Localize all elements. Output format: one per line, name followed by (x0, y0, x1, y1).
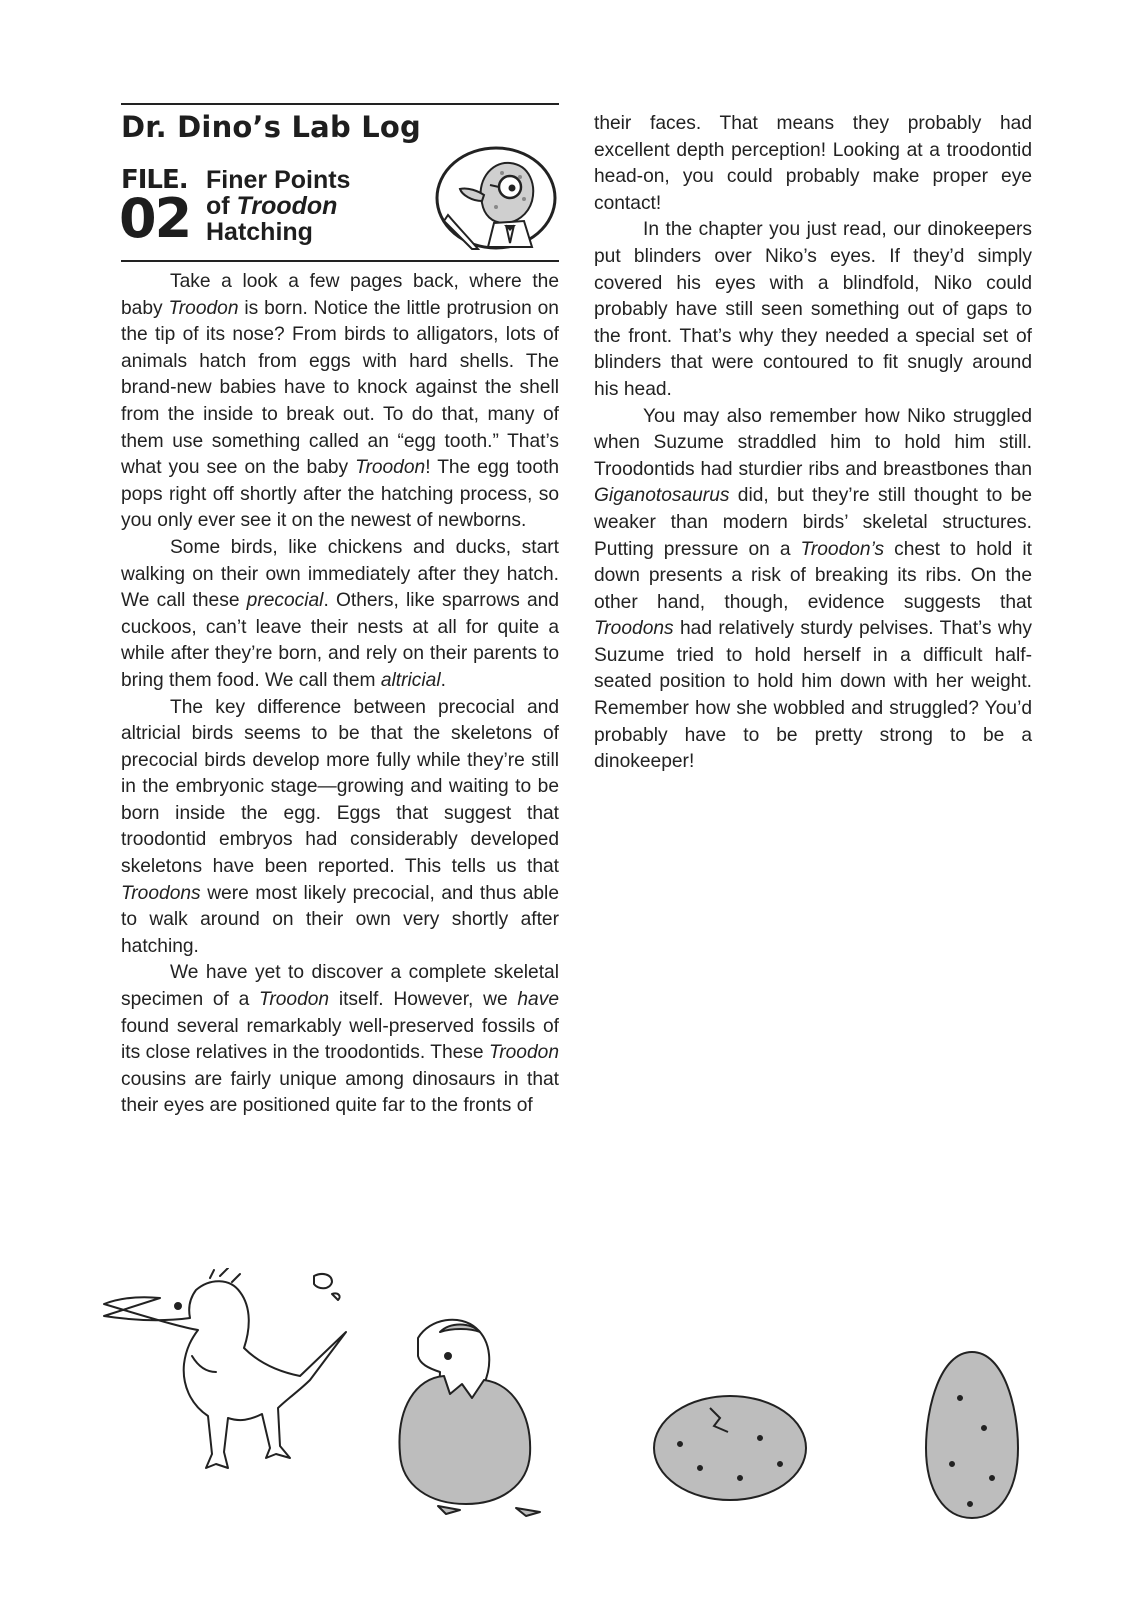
text-span: Take a look a few pages back, where the baby (121, 271, 559, 319)
italic-span: altricial (380, 669, 441, 691)
dr-dino-avatar-icon (432, 143, 560, 255)
file-title (206, 167, 350, 245)
file-title-line2 (206, 193, 350, 219)
paragraph-key-difference (121, 695, 559, 961)
troodon-juvenile-illustration (104, 1268, 346, 1468)
paragraph-blinders: In the chapter you just read, our dinokeepers put blinders over Niko’s eyes. If they’d simply covered his eyes with a blindfold, Niko could probably have still seen something out of gaps to the front. That’s why they needed a special set of blinders that were contoured to fit snugly around his head. (594, 219, 1032, 400)
italic-span: Troodon (488, 1042, 559, 1064)
italic-span: have (517, 989, 559, 1011)
italic-span: Troodon (259, 989, 330, 1011)
text-span: You may also remember how Niko struggled when Suzume straddled him to hold him still. Troodontids had sturdier ribs and breastbones than (594, 405, 1032, 480)
hatching-sequence-illustration (100, 1268, 1060, 1528)
text-span: were most likely precocial, and thus able to walk around on their own very shortly after hatching. (121, 882, 559, 957)
header-rule-top (121, 103, 559, 105)
upright-egg-illustration (926, 1352, 1018, 1518)
file-title-line1: Finer Points (206, 166, 351, 194)
text-span: The key difference between precocial and altricial birds seems to be that the skeletons of precocial birds develop more fully while they’re still in the embryonic stage—growing and waiting to be born inside the egg. Eggs that suggest that troodontid embryos had considerably developed skeletons have been reported. This tells us that (121, 696, 559, 878)
file-number: 02 (119, 187, 191, 250)
lab-log-title: Dr. Dino’s Lab Log (121, 110, 421, 144)
paragraph-egg-tooth (121, 269, 559, 535)
file-title-species: Troodon (236, 192, 338, 220)
paragraph-suzume-struggle (594, 404, 1032, 776)
text-span: . Others, like sparrows and cuckoos, can’t leave their nests at all for quite a while after they’re born, and rely on their parents to bring them food. We call them (121, 590, 559, 691)
italic-span: Troodon’s (800, 538, 885, 560)
italic-span: precocial (246, 590, 324, 612)
file-title-line3: Hatching (206, 218, 313, 246)
text-span: did, but they’re still thought to be weaker than modern birds’ skeletal structures. Putting pressure on a (594, 485, 1032, 560)
text-span: Some birds, like chickens and ducks, start walking on their own immediately after they hatch. We call these (121, 536, 559, 612)
text-span: is born. Notice the little protrusion on the tip of its nose? From birds to alligators, lots of animals hatch from eggs with hard shells. The brand-new babies have to knock against the shell from the inside to break out. To do that, many of them use something called an “egg tooth.” That’s what you see on the baby (121, 297, 559, 479)
text-span: ! The egg tooth pops right off shortly after the hatching process, so you only ever see it on the newest of newborns. (121, 457, 559, 532)
text-span: cousins are fairly unique among dinosaurs in that their eyes are positioned quite far to the fronts of (121, 1068, 559, 1117)
italic-span: Troodons (594, 618, 674, 640)
italic-span: Troodon (168, 297, 239, 319)
italic-span: Troodon (355, 457, 426, 479)
cracked-egg-illustration (654, 1396, 806, 1500)
file-label-word: FILE (121, 165, 179, 195)
paragraph-continued: their faces. That means they probably had excellent depth perception! Looking at a troodontid head-on, you could probably make proper eye contact! (594, 113, 1032, 214)
header-rule-bottom (121, 260, 559, 262)
paragraph-precocial-altricial (121, 535, 559, 695)
file-label-dot: . (178, 165, 188, 195)
text-span: itself. However, we (329, 989, 518, 1011)
text-span: We have yet to discover a complete skeletal specimen of a (121, 962, 559, 1011)
text-span: . (440, 669, 446, 691)
italic-span: Troodons (121, 882, 201, 904)
text-span: found several remarkably well-preserved fossils of its close relatives in the troodontids. These (121, 1015, 559, 1064)
troodon-hatchling-illustration (399, 1320, 540, 1516)
text-span: chest to hold it down presents a risk of breaking its ribs. On the other hand, though, evidence suggests that (594, 538, 1032, 613)
italic-span: Giganotosaurus (594, 485, 730, 507)
paragraph-skeletal-specimen (121, 960, 559, 1120)
article-right-column (594, 111, 1032, 776)
article-left-column (121, 269, 559, 1120)
file-title-of: of (206, 192, 237, 220)
text-span: had relatively sturdy pelvises. That’s why Suzume tried to hold herself in a difficult half-seated position to hold him down with her weight. Remember how she wobbled and struggled? You’d probably have to be pretty strong to be a dinokeeper! (594, 618, 1032, 773)
